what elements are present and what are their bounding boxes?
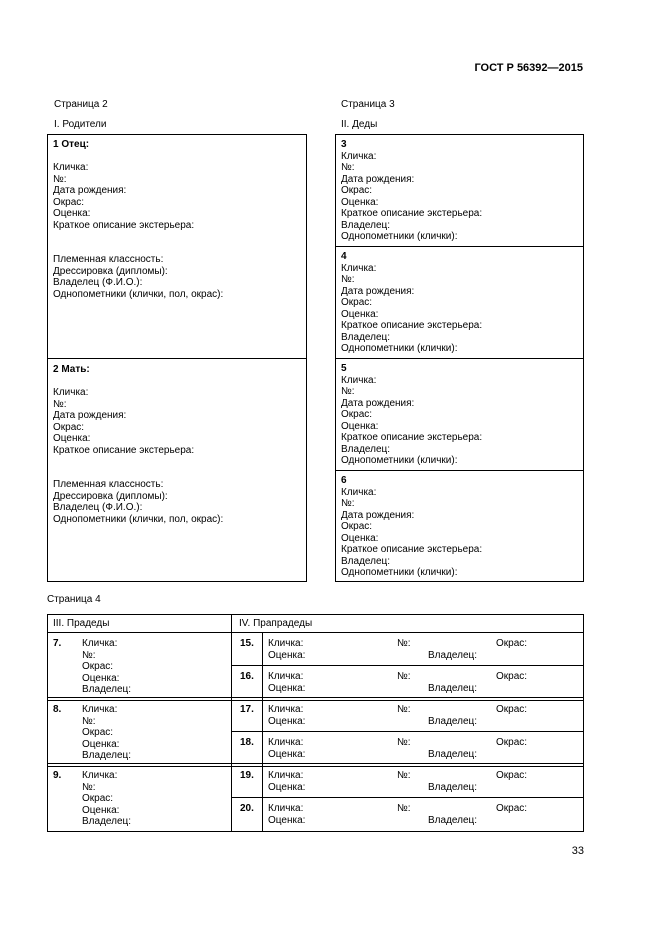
grandparent-field: Владелец:	[341, 555, 391, 567]
mother-field: Однопометники (клички, пол, окрас):	[53, 513, 224, 525]
grandparent-num: 3	[341, 139, 347, 150]
father-title: 1 Отец:	[53, 139, 90, 150]
mother-field: №:	[53, 398, 67, 410]
grandparent-field: Кличка:	[341, 150, 377, 162]
great-great-num: 19.	[240, 770, 254, 781]
grandparent-field: Оценка:	[341, 308, 379, 320]
grandparent-field: Дата рождения:	[341, 285, 415, 297]
great-field: Окрас:	[82, 661, 114, 672]
document-id: ГОСТ Р 56392—2015	[474, 62, 583, 74]
mother-field: Окрас:	[53, 421, 85, 433]
row-separator	[231, 731, 584, 732]
father-field: Дрессировка (дипломы):	[53, 265, 168, 277]
parents-divider	[47, 358, 307, 359]
great-great-owner: Владелец:	[428, 650, 478, 661]
row-separator	[231, 665, 584, 666]
great-fields	[82, 638, 131, 696]
great-num: 8.	[53, 704, 62, 715]
great-great-nick: Кличка:	[268, 704, 304, 715]
great-great-num: 20.	[240, 803, 254, 814]
grandparent-field: Краткое описание экстерьера:	[341, 208, 483, 219]
great-great-color: Окрас:	[496, 704, 528, 715]
grandparent-field: Краткое описание экстерьера:	[341, 544, 483, 555]
page2-section: I. Родители	[54, 119, 107, 130]
grandparent-field: №:	[341, 274, 355, 285]
great-field: №:	[82, 649, 96, 661]
grandparent-field: Владелец:	[341, 219, 391, 231]
great-great-color: Окрас:	[496, 671, 528, 682]
father-field: Дата рождения:	[53, 185, 127, 196]
great-great-owner: Владелец:	[428, 749, 478, 760]
mother-field: Оценка:	[53, 433, 91, 444]
grandparent-field: Окрас:	[341, 409, 373, 420]
great-great-no: №:	[397, 638, 411, 649]
father-field: Окрас:	[53, 196, 85, 208]
great-field: Оценка:	[82, 738, 120, 750]
great-great-num: 16.	[240, 671, 254, 682]
grandparent-num: 6	[341, 475, 347, 486]
great-great-rating: Оценка:	[268, 716, 306, 727]
great-great-owner: Владелец:	[428, 815, 478, 826]
great-field: Владелец:	[82, 684, 132, 695]
great-field: №:	[82, 781, 96, 793]
mother-title: 2 Мать:	[53, 364, 90, 375]
great-field: Владелец:	[82, 816, 132, 827]
grandparent-field: Оценка:	[341, 532, 379, 544]
grandparent-field: Окрас:	[341, 521, 373, 532]
great-great-owner: Владелец:	[428, 782, 478, 793]
row-separator	[47, 700, 584, 701]
great-great-nick: Кличка:	[268, 638, 304, 649]
grandparent-field: Владелец:	[341, 331, 391, 343]
page-number: 33	[571, 845, 584, 857]
great-great-nick: Кличка:	[268, 671, 304, 682]
great-great-color: Окрас:	[496, 737, 528, 748]
great-great-no: №:	[397, 803, 411, 814]
great-great-rating: Оценка:	[268, 815, 306, 826]
mother-field: Кличка:	[53, 387, 89, 398]
grandparent-num: 5	[341, 363, 347, 374]
great-row	[53, 638, 61, 650]
great-great-no: №:	[397, 737, 411, 748]
row-separator	[231, 797, 584, 798]
grandparent-field: №:	[341, 386, 355, 397]
grandparents-divider	[335, 358, 584, 359]
row-separator	[47, 766, 584, 767]
great-num: 9.	[53, 770, 62, 781]
grandparent-field: Однопометники (клички):	[341, 343, 458, 354]
grandparent-block	[341, 363, 482, 467]
great-field: Кличка:	[82, 770, 118, 781]
great-great-rating: Оценка:	[268, 683, 306, 694]
row-separator	[47, 697, 584, 698]
great-great-no: №:	[397, 704, 411, 715]
great-fields	[82, 770, 131, 828]
grandparent-block	[341, 251, 482, 355]
grandparent-block	[341, 139, 482, 243]
father-field: Владелец (Ф.И.О.):	[53, 277, 143, 288]
grandparent-field: Кличка:	[341, 262, 377, 274]
grandparent-field: Кличка:	[341, 374, 377, 386]
number-column-line	[262, 632, 263, 832]
great-num: 7.	[53, 638, 62, 649]
table-header-line	[47, 632, 584, 633]
section4-header: IV. Прапрадеды	[239, 618, 313, 629]
grandparent-field: Дата рождения:	[341, 173, 415, 185]
great-fields	[82, 704, 131, 762]
grandparent-num: 4	[341, 251, 347, 262]
great-great-nick: Кличка:	[268, 770, 304, 781]
father-field: Племенная классность:	[53, 254, 164, 265]
grandparent-field: Оценка:	[341, 420, 379, 432]
great-great-no: №:	[397, 671, 411, 682]
great-great-owner: Владелец:	[428, 716, 478, 727]
great-great-num: 15.	[240, 638, 254, 649]
grandparent-field: Однопометники (клички):	[341, 231, 458, 242]
grandparent-field: Краткое описание экстерьера:	[341, 320, 483, 331]
father-field: Краткое описание экстерьера:	[53, 219, 195, 231]
great-field: Кличка:	[82, 638, 118, 649]
mother-block	[53, 364, 223, 525]
great-great-num: 17.	[240, 704, 254, 715]
table-column-line	[231, 614, 232, 832]
page2-title: Страница 2	[54, 99, 108, 110]
great-field: Оценка:	[82, 672, 120, 684]
great-great-owner: Владелец:	[428, 683, 478, 694]
page3-section: II. Деды	[341, 119, 378, 130]
grandparent-field: Краткое описание экстерьера:	[341, 432, 483, 443]
row-separator	[47, 763, 584, 764]
great-great-rating: Оценка:	[268, 650, 306, 661]
grandparent-field: Однопометники (клички):	[341, 455, 458, 466]
page3-title: Страница 3	[341, 99, 395, 110]
section3-header: III. Прадеды	[53, 618, 110, 629]
father-field: Оценка:	[53, 208, 91, 219]
great-great-num: 18.	[240, 737, 254, 748]
mother-field: Дата рождения:	[53, 410, 127, 421]
great-row	[53, 770, 61, 782]
grandparent-field: Кличка:	[341, 486, 377, 498]
mother-field: Владелец (Ф.И.О.):	[53, 502, 143, 513]
grandparents-divider	[335, 470, 584, 471]
grandparent-field: Дата рождения:	[341, 397, 415, 409]
great-great-color: Окрас:	[496, 770, 528, 781]
father-field: Кличка:	[53, 162, 89, 173]
mother-field: Дрессировка (дипломы):	[53, 490, 168, 502]
father-field: Однопометники (клички, пол, окрас):	[53, 288, 224, 300]
great-field: Окрас:	[82, 727, 114, 738]
father-field: №:	[53, 173, 67, 185]
mother-field: Краткое описание экстерьера:	[53, 444, 195, 456]
grandparent-field: Оценка:	[341, 196, 379, 208]
great-great-rating: Оценка:	[268, 749, 306, 760]
great-great-no: №:	[397, 770, 411, 781]
great-row	[53, 704, 61, 716]
great-great-color: Окрас:	[496, 638, 528, 649]
great-field: №:	[82, 715, 96, 727]
page4-title: Страница 4	[47, 594, 101, 605]
great-great-color: Окрас:	[496, 803, 528, 814]
grandparent-field: Дата рождения:	[341, 509, 415, 521]
great-field: Владелец:	[82, 750, 132, 761]
grandparent-field: Окрас:	[341, 185, 373, 196]
grandparent-block	[341, 475, 482, 579]
great-great-nick: Кличка:	[268, 737, 304, 748]
great-field: Кличка:	[82, 704, 118, 715]
grandparents-divider	[335, 246, 584, 247]
mother-field: Племенная классность:	[53, 479, 164, 490]
grandparent-field: №:	[341, 162, 355, 173]
great-field: Окрас:	[82, 793, 114, 804]
grandparent-field: №:	[341, 498, 355, 509]
grandparent-field: Владелец:	[341, 443, 391, 455]
grandparent-field: Однопометники (клички):	[341, 567, 458, 578]
great-great-nick: Кличка:	[268, 803, 304, 814]
grandparent-field: Окрас:	[341, 297, 373, 308]
great-great-rating: Оценка:	[268, 782, 306, 793]
great-field: Оценка:	[82, 804, 120, 816]
father-block	[53, 139, 223, 300]
